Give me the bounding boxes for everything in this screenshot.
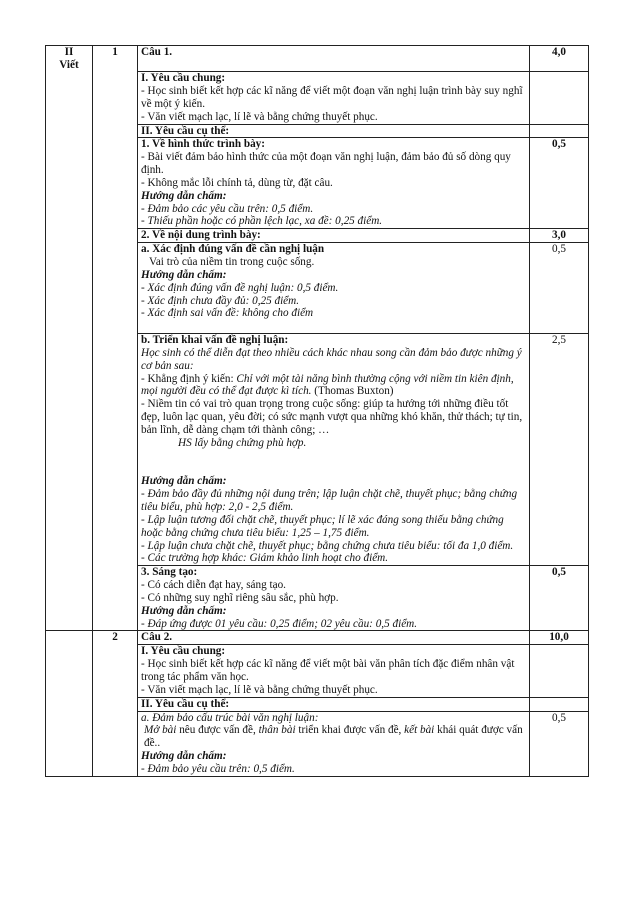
q2-structure-guide-line: - Đảm bảo yêu cầu trên: 0,5 điểm. [141,762,295,775]
q1-identify-heading: a. Xác định đúng vấn đề cần nghị luận [141,243,325,256]
q1-develop-heading: b. Triển khai vấn đề nghị luận: [141,334,289,347]
q1-develop-quote-author: (Thomas Buxton) [311,385,394,398]
part-roman: II [64,46,74,58]
q1-develop-belief: - Niềm tin có vai trò quan trọng trong cuộc sống: giúp ta hướng tới những điều tốt đẹp, luôn lạc quan, yêu đời; có sức mạnh vượt qua những khó khăn, thử thách; tự tin, bản lĩnh, dễ dàng chạm tới thành công; … [141,398,523,436]
q1-identify-score: 0,5 [530,243,589,334]
q1-develop-guide-line: - Lập luận tương đối chặt chẽ, thuyết phục; lí lẽ xác đáng song thiếu bằng chứng hoặc bằng chứng chưa tiêu biểu: 1,25 – 1,75 điểm. [141,513,504,539]
q2-specific-heading: II. Yêu cầu cụ thể: [138,697,530,711]
q2-structure-text [141,724,526,750]
q1-identify-guide-line: - Xác định sai vấn đề: không cho điểm [141,307,314,320]
q2-score: 10,0 [530,631,589,645]
q2-structure-score: 0,5 [530,711,589,776]
q1-general-line: - Văn viết mạch lạc, lí lẽ và bằng chứng thuyết phục. [141,110,378,123]
q1-develop-guide-label: Hướng dẫn chấm: [141,475,227,488]
q1-specific-row [46,124,589,138]
q1-develop-row [46,334,589,566]
q1-creative-guide-line: - Đáp ứng được 01 yêu cầu: 0,25 điểm; 02 yêu cầu: 0,5 điểm. [141,617,418,630]
q1-specific-heading: II. Yêu cầu cụ thể: [138,124,530,138]
q1-form-guide-line: - Đảm bảo các yêu cầu trên: 0,5 điểm. [141,202,314,215]
q2-structure-cell [138,711,530,776]
q1-form-guide-line: - Thiếu phần hoặc có phần lệch lạc, xa đề: 0,25 điểm. [141,215,383,228]
q2-general-cell [138,645,530,697]
q1-form-line: - Bài viết đảm bảo hình thức của một đoạn văn nghị luận, đảm bảo đủ số dòng quy định. [141,151,511,177]
q1-form-heading: 1. Về hình thức trình bày: [141,138,265,151]
q1-develop-evidence: HS lấy bằng chứng phù hợp. [178,436,307,449]
q1-general-heading: I. Yêu cầu chung: [141,72,226,85]
q1-form-row [46,138,589,229]
q2-header-row [46,631,589,645]
q2-than-bai-text: triển khai được vấn đề, [295,724,405,737]
q1-number: 1 [93,46,138,72]
q1-general-cell [138,72,530,124]
q1-form-line: - Không mắc lỗi chính tả, dùng từ, đặt câu. [141,176,333,189]
q1-develop-intro: Học sinh có thể diễn đạt theo nhiều cách khác nhau song cần đảm bảo được những ý cơ bản sau: [141,346,522,372]
q1-form-guide-label: Hướng dẫn chấm: [141,189,227,202]
q2-number: 2 [93,631,138,645]
q1-creative-cell [138,566,530,631]
q1-identify-row [46,243,589,334]
q1-develop-score: 2,5 [530,334,589,566]
q1-score: 4,0 [530,46,589,72]
q1-header-row [46,46,589,72]
q1-develop-guide-line: - Các trường hợp khác: Giám khảo linh hoạt cho điểm. [141,552,389,565]
q1-creative-row [46,566,589,631]
q1-develop-guide-line: - Lập luận chưa chặt chẽ, thuyết phục; bằng chứng chưa tiêu biểu: tối đa 1,0 điểm. [141,539,514,552]
q1-creative-line: - Có cách diễn đạt hay, sáng tạo. [141,579,286,592]
q1-identify-guide-label: Hướng dẫn chấm: [141,268,227,281]
q2-general-heading: I. Yêu cầu chung: [141,645,226,658]
q1-form-score: 0,5 [530,138,589,229]
grading-rubric-table [45,45,589,777]
part-name: Viết [59,58,79,71]
q2-general-line: - Văn viết mạch lạc, lí lẽ và bằng chứng thuyết phục. [141,683,378,696]
q2-than-bai: thân bài [258,724,296,737]
q2-structure-heading: a. Đảm bảo cấu trúc bài văn nghị luận: [141,711,319,724]
q1-general-row [46,72,589,124]
q1-develop-cell [138,334,530,566]
q2-structure-guide-label: Hướng dẫn chấm: [141,750,227,763]
q1-develop-affirm [141,373,526,399]
q2-ket-bai-text: khái quát được vấn đề.. [144,724,523,750]
q1-content-heading: 2. Về nội dung trình bày: [138,229,530,243]
q1-content-score: 3,0 [530,229,589,243]
q2-specific-row [46,697,589,711]
q1-develop-guide-line: - Đảm bảo đầy đủ những nội dung trên; lập luận chặt chẽ, thuyết phục; bằng chứng tiêu biểu, phù hợp: 2,0 - 2,5 điểm. [141,488,518,514]
q1-creative-guide-label: Hướng dẫn chấm: [141,604,227,617]
q1-title: Câu 1. [138,46,530,72]
q1-content-row [46,229,589,243]
q1-identify-text: Vai trò của niềm tin trong cuộc sống. [149,256,315,268]
q2-structure-row [46,711,589,776]
q2-general-line: - Học sinh biết kết hợp các kĩ năng để viết một bài văn phân tích đặc điểm nhân vật trong tác phẩm văn học. [141,658,515,683]
part-cell [46,46,93,72]
q1-develop-affirm-prefix: - Khẳng định ý kiến: [141,372,237,385]
q2-mo-bai: Mở bài [144,724,177,737]
q2-mo-bai-text: nêu được vấn đề, [176,724,259,737]
q2-ket-bai: kết bài [404,724,435,737]
q2-title: Câu 2. [138,631,530,645]
q1-creative-heading: 3. Sáng tạo: [141,566,198,579]
q1-identify-cell [138,243,530,334]
q2-general-row [46,645,589,697]
q1-creative-score: 0,5 [530,566,589,631]
q1-general-line: - Học sinh biết kết hợp các kĩ năng để viết một đoạn văn nghị luận trình bày suy nghĩ về một ý kiến. [141,85,523,110]
q1-form-cell [138,138,530,229]
q1-creative-line: - Có những suy nghĩ riêng sâu sắc, phù hợp. [141,591,339,604]
q1-develop-quote: Chỉ với một tài năng bình thường cộng với niềm tin kiên định, mọi người đều có thể đạt được kì tích. [141,372,514,398]
q1-identify-guide-line: - Xác định chưa đầy đủ: 0,25 điểm. [141,294,300,307]
q1-identify-guide-line: - Xác định đúng vấn đề nghị luận: 0,5 điểm. [141,281,339,294]
